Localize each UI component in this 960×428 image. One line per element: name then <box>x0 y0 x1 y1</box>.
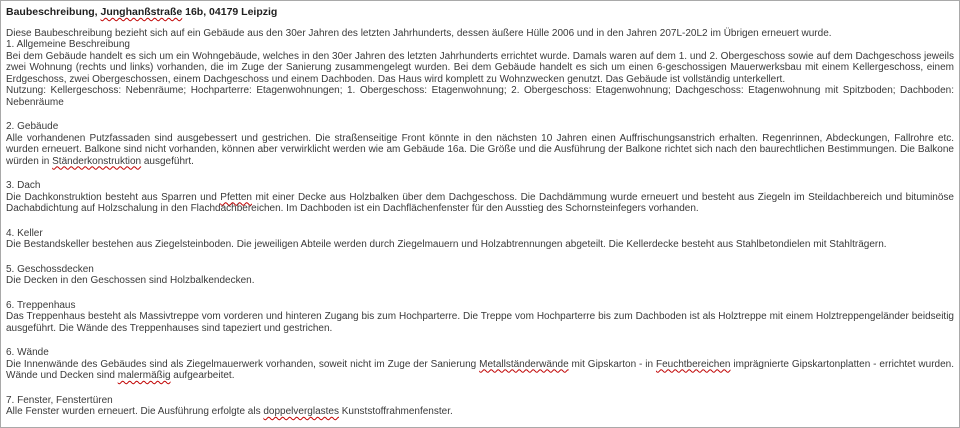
text-run: Die Dachkonstruktion besteht aus Sparren und <box>6 191 221 203</box>
section-fenster-fenstertueren <box>6 395 954 418</box>
section-keller <box>6 228 954 251</box>
text-run: Nutzung: Kellergeschoss: Nebenräume; Hochparterre: Etagenwohnungen; 1. Obergeschoss: Etagenwohnung; 2. Obergeschoss: Etagenwohnung; Dachgeschoss: Etagenwohnung mit Spitzboden; Dachboden: Nebenräume <box>6 85 954 108</box>
paragraph <box>6 133 954 168</box>
text-run: mit einer Decke aus Holzbalken über dem Dachgeschoss. Die Dachdämmung wurde erneuert und besteht aus Ziegeln im Steildachbereich und bituminöse Dachabdichtung auf Holzschalung in den Flachdachbereichen. Im Dachboden ist ein Dachflächenfenster für den Ausstieg des Schornsteinfegers vorhanden. <box>6 191 954 214</box>
paragraph <box>6 275 954 287</box>
misspelled-word: Pfetten <box>220 191 252 203</box>
section-allgemeine-beschreibung <box>6 39 954 108</box>
text-run: Kunststoffrahmenfenster. <box>338 406 453 417</box>
paragraph <box>6 239 954 251</box>
section-heading: 1. Allgemeine Beschreibung <box>6 39 130 50</box>
text-run: imprägnierte Gipskartonplatten - errichtet wurden. Wände und Decken sind <box>6 358 954 381</box>
section-body <box>6 359 954 382</box>
section-gebaeude <box>6 121 954 167</box>
misspelled-word: malermäßig <box>117 370 171 381</box>
text-run: Bei dem Gebäude handelt es sich um ein Wohngebäude, welches in den 30er Jahren des letzten Jahrhunderts errichtet wurde. Damals waren auf dem 1. und 2. Obergeschoss sowie auf dem Dachgeschoss jeweils zwei Wohnung (rechts und links) vorhanden, die im Zuge der Sanierung zusammengelegt wurden. Bei dem Gebäude handelt es sich um einen 6-geschossigen Mauerwerksbau mit einem Kellergeschoss, einem Erdgeschoss, zwei Obergeschossen, einem Dachgeschoss und einem Dachboden. Das Haus wird komplett zu Wohnzwecken genutzt. Das Gebäude ist vollständig unterkellert. <box>6 50 954 85</box>
misspelled-word: Ständerkonstruktion <box>52 155 142 167</box>
section-heading: 3. Dach <box>6 180 41 191</box>
misspelled-word: doppelverglastes <box>263 406 339 417</box>
section-body <box>6 239 954 251</box>
text-run: ausgeführt. <box>141 155 194 167</box>
misspelled-word: Junghanßstraße <box>100 6 183 18</box>
paragraph <box>6 51 954 86</box>
section-heading: 4. Keller <box>6 227 43 239</box>
section-heading: 6. Wände <box>6 347 49 358</box>
text-run: Alle vorhandenen Putzfassaden sind ausgebessert und gestrichen. Die straßenseitige Front könnte in den nächsten 10 Jahren einen Auffrischungsanstrich erhalten. Regenrinnen, Abdeckungen, Fallrohre etc. wurden erneuert. Balkone sind nicht vorhanden, können aber verwirklicht werden wie am Gebäude 16a. Die Größe und die Ausführung der Balkone richtet sich nach den baurechtlichen Bestimmungen. Die Balkone würden in <box>6 132 954 167</box>
section-heading: 2. Gebäude <box>6 121 59 132</box>
paragraph <box>6 359 954 382</box>
section-geschossdecken <box>6 264 954 287</box>
section-heading: 6. Treppenhaus <box>6 299 76 311</box>
text-run: Die Decken in den Geschossen sind Holzbalkendecken. <box>6 275 255 286</box>
section-dach <box>6 180 954 215</box>
text-run: Alle Fenster wurden erneuert. Die Ausführung erfolgte als <box>6 406 264 417</box>
text-run: aufgearbeitet. <box>170 370 235 381</box>
section-body <box>6 311 954 334</box>
text-run: Die Bestandskeller bestehen aus Ziegelsteinboden. Die jeweiligen Abteile werden durch Ziegelmauern und Holzabtrennungen abgeteilt. Die Kellerdecke besteht aus Stahlbetondielen mit Stahlträgern. <box>6 239 887 250</box>
section-body <box>6 275 954 287</box>
paragraph <box>6 311 954 334</box>
text-run: 16b, 04179 Leipzig <box>182 6 278 18</box>
document-title <box>6 7 954 19</box>
section-waende <box>6 347 954 382</box>
paragraph <box>6 192 954 215</box>
text-run: mit Gipskarton - in <box>568 358 656 370</box>
section-body <box>6 133 954 168</box>
intro-paragraph: Diese Baubeschreibung bezieht sich auf ein Gebäude aus den 30er Jahren des letzten Jahrhunderts, dessen äußere Hülle 2006 und in den Jahren 207L-20L2 im Übrigen erneuert wurde. <box>6 27 832 39</box>
misspelled-word: Feuchtbereichen <box>655 358 731 370</box>
section-body <box>6 51 954 109</box>
section-treppenhaus <box>6 300 954 335</box>
text-run: Die Innenwände des Gebäudes sind als Ziegelmauerwerk vorhanden, soweit nicht im Zuge der Sanierung <box>6 358 480 370</box>
section-body <box>6 192 954 215</box>
section-body <box>6 406 954 418</box>
misspelled-word: Metallständerwände <box>479 358 569 370</box>
section-heading: 5. Geschossdecken <box>6 263 94 275</box>
text-run: Baubeschreibung, <box>6 6 101 18</box>
section-heading: 7. Fenster, Fenstertüren <box>6 394 113 406</box>
paragraph <box>6 406 954 418</box>
paragraph <box>6 85 954 108</box>
text-run: Das Treppenhaus besteht als Massivtreppe vom vorderen und hinteren Zugang bis zum Hochparterre. Die Treppe vom Hochparterre bis zum Dachboden ist als Holztreppe mit einem Holztreppengeländer beidseitig ausgeführt. Die Wände des Treppenhauses sind tapeziert und gestrichen. <box>6 311 954 334</box>
